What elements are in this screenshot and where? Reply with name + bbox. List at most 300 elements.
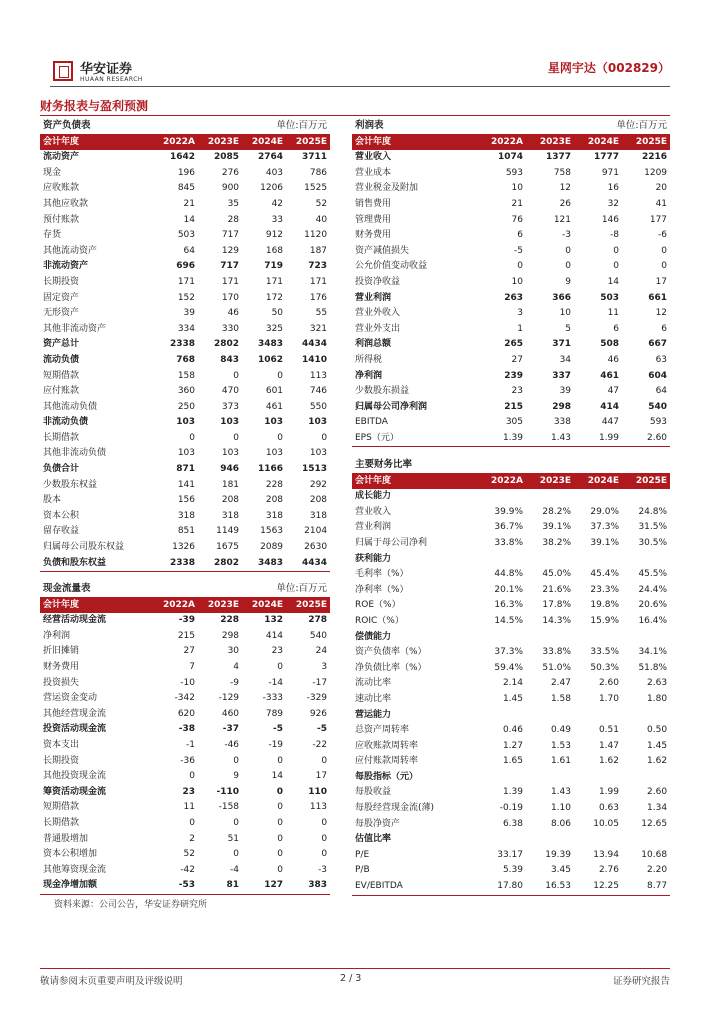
header-cell: 2023E xyxy=(198,597,242,613)
row-value: 1.62 xyxy=(598,756,619,767)
table-row xyxy=(352,197,670,213)
table-row xyxy=(352,630,670,646)
row-value xyxy=(574,489,622,505)
row-value: -22 xyxy=(312,739,328,750)
table-row xyxy=(40,244,330,260)
row-label: 管理费用 xyxy=(355,214,392,225)
row-value: 0 xyxy=(233,370,240,381)
row-value: 373 xyxy=(221,401,240,412)
row-value: -5 xyxy=(317,724,328,735)
row-value: -1 xyxy=(186,739,195,750)
table-row xyxy=(40,478,330,494)
row-label: 估值比率 xyxy=(355,834,392,845)
row-value: 414 xyxy=(600,401,620,412)
table-row xyxy=(352,306,670,322)
table-row xyxy=(40,228,330,244)
row-value: 103 xyxy=(220,417,240,428)
table-row xyxy=(40,816,330,832)
row-value: 6 xyxy=(517,230,523,241)
logo-text: 华安证券 xyxy=(80,62,133,77)
row-value: 1.58 xyxy=(550,693,571,704)
row-value: 20.1% xyxy=(494,584,523,595)
row-value: 2.63 xyxy=(647,678,668,689)
row-value: 758 xyxy=(553,167,572,178)
row-value: 503 xyxy=(177,230,195,241)
row-value xyxy=(574,552,622,568)
row-label: 资产总计 xyxy=(43,339,80,350)
row-value: 3.45 xyxy=(550,865,571,876)
row-value: 1513 xyxy=(301,464,328,475)
row-value xyxy=(574,832,622,848)
table-row xyxy=(352,489,670,505)
row-value: -110 xyxy=(216,786,240,797)
row-value: 6 xyxy=(661,323,668,334)
row-value: 0 xyxy=(277,817,284,828)
row-value: 23 xyxy=(511,386,523,397)
row-label: 其他非流动资产 xyxy=(43,323,107,334)
row-value: 845 xyxy=(177,183,195,194)
row-value: 593 xyxy=(649,417,668,428)
row-value: 39.1% xyxy=(542,522,571,533)
row-label: 资产负债率（%） xyxy=(355,647,427,658)
row-value: 171 xyxy=(265,276,284,287)
row-value: 305 xyxy=(505,417,523,428)
row-value: 337 xyxy=(552,370,572,381)
row-label: 每股经营现金流(薄) xyxy=(355,803,435,814)
row-value: -10 xyxy=(180,677,195,688)
row-label: 其他流动资产 xyxy=(43,245,98,256)
table-row xyxy=(40,213,330,229)
row-label: 每股净资产 xyxy=(355,818,401,829)
row-value: 912 xyxy=(265,230,284,241)
row-value: 298 xyxy=(221,630,240,641)
row-value: 0 xyxy=(276,786,284,797)
row-label: 少数股东损益 xyxy=(355,386,410,397)
row-value: 50.3% xyxy=(590,662,619,673)
row-label: 资本公积增加 xyxy=(43,849,98,860)
row-value: 0 xyxy=(277,864,284,875)
table-row xyxy=(40,493,330,509)
row-value: 196 xyxy=(177,167,195,178)
row-label: 速动比率 xyxy=(355,693,392,704)
row-value: 34 xyxy=(559,354,572,365)
row-label: 净利润 xyxy=(355,370,383,381)
row-value: 366 xyxy=(552,292,572,303)
cashflow-table xyxy=(40,581,330,895)
table-row xyxy=(352,583,670,599)
row-value: 121 xyxy=(553,214,572,225)
row-value: 10 xyxy=(559,308,572,319)
row-value: 843 xyxy=(220,354,240,365)
table-row xyxy=(352,552,670,568)
row-value: 24.4% xyxy=(638,584,668,595)
row-value: -333 xyxy=(262,693,284,704)
row-value: 2764 xyxy=(257,152,284,163)
table-row xyxy=(40,800,330,816)
table-row xyxy=(352,384,670,400)
header-cell: 会计年度 xyxy=(352,134,478,150)
row-value: 0.49 xyxy=(550,725,571,736)
row-value: 9 xyxy=(565,276,572,287)
row-value: 27 xyxy=(511,354,523,365)
row-value: 0 xyxy=(277,755,284,766)
row-value xyxy=(622,630,670,646)
header-cell: 2022A xyxy=(154,597,198,613)
row-value: 37.3% xyxy=(494,647,523,658)
row-value: 12 xyxy=(655,308,668,319)
row-value: 40 xyxy=(315,214,328,225)
row-value xyxy=(574,630,622,646)
row-label: 营业税金及附加 xyxy=(355,183,419,194)
table-row xyxy=(40,847,330,863)
table-row xyxy=(352,848,670,864)
row-value: 103 xyxy=(265,448,284,459)
row-label: 负债和股东权益 xyxy=(40,556,154,572)
row-value: 6 xyxy=(613,323,620,334)
row-value: 14 xyxy=(271,771,284,782)
table-row xyxy=(40,644,330,660)
row-value: 746 xyxy=(309,386,328,397)
table-row xyxy=(40,150,330,166)
table-header-row xyxy=(40,597,330,613)
row-value: 23.3% xyxy=(590,584,619,595)
row-value: 1326 xyxy=(172,542,195,553)
row-value: 64 xyxy=(183,245,195,256)
row-value: 508 xyxy=(600,339,620,350)
row-value: 1563 xyxy=(260,526,284,537)
row-value: 414 xyxy=(265,630,284,641)
row-value: 103 xyxy=(221,448,240,459)
row-value: 851 xyxy=(177,526,195,537)
table-row xyxy=(40,754,330,770)
table-row xyxy=(352,692,670,708)
row-label: 财务费用 xyxy=(43,661,80,672)
row-value: 33.8% xyxy=(494,537,523,548)
row-value: -46 xyxy=(224,739,240,750)
row-value: 208 xyxy=(309,495,328,506)
row-value: 1.70 xyxy=(598,693,619,704)
row-value: 10 xyxy=(511,276,523,287)
row-value: 4434 xyxy=(286,556,330,572)
row-value: 2630 xyxy=(304,542,328,553)
table-row xyxy=(352,567,670,583)
row-value: 1120 xyxy=(304,230,328,241)
row-value xyxy=(478,489,526,505)
row-label: 其他筹资现金流 xyxy=(43,864,107,875)
table-row xyxy=(40,785,330,801)
row-value: 360 xyxy=(177,386,195,397)
row-value: 14.5% xyxy=(494,615,523,626)
table-title: 利润表 xyxy=(352,118,574,134)
row-label: 归属母公司净利润 xyxy=(355,401,428,412)
row-value: 0 xyxy=(321,755,328,766)
row-value: 1.43 xyxy=(550,787,571,798)
row-value xyxy=(478,832,526,848)
table-row xyxy=(352,228,670,244)
row-value: 461 xyxy=(265,401,284,412)
row-label: P/E xyxy=(355,849,370,860)
row-value: 3 xyxy=(321,661,328,672)
row-label: 公允价值变动收益 xyxy=(355,261,428,272)
row-value: 8.06 xyxy=(550,818,571,829)
table-row xyxy=(40,197,330,213)
row-value: 21.6% xyxy=(542,584,571,595)
row-value: 717 xyxy=(220,261,240,272)
row-value: 215 xyxy=(177,630,195,641)
row-value: 0 xyxy=(321,833,328,844)
table-header-row xyxy=(352,134,670,150)
row-value: -329 xyxy=(306,693,328,704)
table-row xyxy=(40,259,330,275)
table-title-row xyxy=(352,457,670,473)
row-value: 17.80 xyxy=(478,879,526,895)
row-value: 789 xyxy=(265,708,284,719)
row-label: 长期投资 xyxy=(43,276,80,287)
row-value: -36 xyxy=(180,755,195,766)
row-value xyxy=(622,489,670,505)
row-value: 318 xyxy=(221,510,240,521)
row-label: 销售费用 xyxy=(355,198,392,209)
row-label: 应收账款周转率 xyxy=(355,740,419,751)
row-value: -129 xyxy=(218,693,240,704)
row-value: 4 xyxy=(233,661,240,672)
row-label: 经营活动现金流 xyxy=(43,615,107,626)
table-row xyxy=(40,613,330,629)
row-value: 2 xyxy=(189,833,195,844)
row-value: 1.53 xyxy=(550,740,571,751)
row-label: 营业利润 xyxy=(355,292,392,303)
header-cell: 2025E xyxy=(622,473,670,489)
row-value: 0 xyxy=(565,245,572,256)
row-label: 营业外支出 xyxy=(355,323,401,334)
table-row xyxy=(40,691,330,707)
table-row xyxy=(40,181,330,197)
row-label: 偿债能力 xyxy=(355,631,392,642)
row-value: 0 xyxy=(277,833,284,844)
row-value: -3 xyxy=(318,864,328,875)
row-value: 0 xyxy=(233,432,240,443)
row-label: 存货 xyxy=(43,230,62,241)
row-value: 540 xyxy=(648,401,668,412)
row-value: 1642 xyxy=(169,152,195,163)
row-value: 21 xyxy=(183,198,195,209)
row-value: 8.77 xyxy=(622,879,670,895)
row-value: 0 xyxy=(277,370,284,381)
row-value: 0 xyxy=(321,432,328,443)
row-value: 16.3% xyxy=(494,600,523,611)
row-value: 33.5% xyxy=(590,647,619,658)
row-value: 16.53 xyxy=(526,879,574,895)
row-value: 318 xyxy=(265,510,284,521)
row-value: 45.4% xyxy=(590,569,619,580)
table-row xyxy=(352,353,670,369)
row-value: 1062 xyxy=(257,354,284,365)
row-value: 0 xyxy=(277,802,284,813)
row-label: 归属母公司股东权益 xyxy=(43,542,125,553)
table-row xyxy=(352,676,670,692)
row-value: 20.6% xyxy=(638,600,668,611)
row-value: 1166 xyxy=(257,464,284,475)
row-value: 3711 xyxy=(301,152,328,163)
row-value: 330 xyxy=(221,323,240,334)
row-value: 46 xyxy=(227,308,240,319)
row-label: 应付账款周转率 xyxy=(355,756,419,767)
row-value: 113 xyxy=(309,370,328,381)
row-value: 1377 xyxy=(545,152,572,163)
row-value: -8 xyxy=(610,230,620,241)
income-statement-table xyxy=(352,118,670,447)
row-value: 593 xyxy=(505,167,523,178)
row-value: 28 xyxy=(227,214,240,225)
row-value xyxy=(478,708,526,724)
row-label: 营业利润 xyxy=(355,522,392,533)
row-label: 应收账款 xyxy=(43,183,80,194)
row-value: 0 xyxy=(233,817,240,828)
row-value: 1 xyxy=(517,323,523,334)
row-value: -5 xyxy=(273,724,284,735)
row-value: 17 xyxy=(315,771,328,782)
row-label: 毛利率（%） xyxy=(355,569,409,580)
row-value: 723 xyxy=(308,261,328,272)
row-value: 34.1% xyxy=(638,647,668,658)
row-value: -17 xyxy=(312,677,328,688)
row-value: 24.8% xyxy=(638,506,668,517)
row-value: 0 xyxy=(277,661,284,672)
row-value: 3483 xyxy=(257,339,284,350)
row-value: 52 xyxy=(315,198,328,209)
row-label: 每股收益 xyxy=(355,787,392,798)
table-title-row xyxy=(40,581,330,597)
row-label: 投资活动现金流 xyxy=(43,724,107,735)
row-value: 383 xyxy=(286,878,330,894)
row-value: 1.99 xyxy=(574,431,622,447)
row-value: 170 xyxy=(221,292,240,303)
row-value: 10 xyxy=(511,183,523,194)
row-value: -39 xyxy=(178,615,195,626)
row-label: 折旧摊销 xyxy=(43,646,80,657)
row-value: 1206 xyxy=(260,183,284,194)
header-cell: 会计年度 xyxy=(40,597,154,613)
row-value: 39.1% xyxy=(590,537,619,548)
row-label: 成长能力 xyxy=(355,491,392,502)
row-value: -53 xyxy=(154,878,198,894)
row-value: 110 xyxy=(308,786,328,797)
header-cell: 2025E xyxy=(622,134,670,150)
table-row xyxy=(40,722,330,738)
header-cell: 2022A xyxy=(154,134,198,150)
row-value: 33.17 xyxy=(497,849,523,860)
row-value: 181 xyxy=(221,479,240,490)
row-value: 52 xyxy=(183,849,195,860)
row-value: 171 xyxy=(309,276,328,287)
row-label: 无形资产 xyxy=(43,308,80,319)
row-value: 292 xyxy=(309,479,328,490)
row-value: 20 xyxy=(655,183,668,194)
header-cell: 2022A xyxy=(478,473,526,489)
financial-ratios-table xyxy=(352,457,670,896)
header-cell: 2023E xyxy=(198,134,242,150)
row-value: 0 xyxy=(661,261,668,272)
row-label: 获利能力 xyxy=(355,553,392,564)
row-value: 168 xyxy=(265,245,284,256)
row-value: 50 xyxy=(271,308,284,319)
row-value: 403 xyxy=(265,167,284,178)
header-cell: 2024E xyxy=(574,134,622,150)
row-value: 14 xyxy=(183,214,195,225)
row-label: 短期借款 xyxy=(43,802,80,813)
row-value: 171 xyxy=(177,276,195,287)
row-value: 276 xyxy=(221,167,240,178)
table-row xyxy=(352,536,670,552)
table-row xyxy=(352,832,670,848)
row-value: 46 xyxy=(607,354,620,365)
row-value xyxy=(526,832,574,848)
row-value: 81 xyxy=(198,878,242,894)
table-title: 主要财务比率 xyxy=(352,457,670,473)
row-value: 946 xyxy=(220,464,240,475)
table-row xyxy=(352,322,670,338)
row-value: 55 xyxy=(315,308,328,319)
row-value: 1.65 xyxy=(502,756,523,767)
logo-icon xyxy=(53,61,73,81)
row-value: 2.76 xyxy=(598,865,619,876)
row-value xyxy=(478,630,526,646)
header-divider xyxy=(50,86,670,87)
row-value: 250 xyxy=(177,401,195,412)
row-value: 15.9% xyxy=(590,615,619,626)
row-value: 16 xyxy=(607,183,620,194)
table-header-row xyxy=(352,473,670,489)
logo-subtext: HUAAN RESEARCH xyxy=(80,76,143,83)
row-value: 0.50 xyxy=(647,725,668,736)
row-value: 1410 xyxy=(301,354,328,365)
row-value: 19.39 xyxy=(545,849,571,860)
row-label: 非流动负债 xyxy=(43,417,89,428)
row-value xyxy=(622,832,670,848)
row-value: 24 xyxy=(315,646,328,657)
row-value: 2.14 xyxy=(502,678,523,689)
row-value: 10.68 xyxy=(641,849,668,860)
row-value: 2338 xyxy=(169,339,195,350)
row-value: 156 xyxy=(177,495,195,506)
row-value: 141 xyxy=(177,479,195,490)
row-value: 215 xyxy=(504,401,523,412)
row-value: 0 xyxy=(321,849,328,860)
row-value: 30.5% xyxy=(638,537,668,548)
row-value: 768 xyxy=(176,354,195,365)
row-label: 短期借款 xyxy=(43,370,80,381)
row-value: 926 xyxy=(309,708,328,719)
row-value: 6.38 xyxy=(502,818,523,829)
row-label: 流动负债 xyxy=(43,354,80,365)
row-value xyxy=(526,489,574,505)
row-value: -9 xyxy=(230,677,240,688)
row-value: 2.60 xyxy=(647,787,668,798)
row-value: 719 xyxy=(264,261,284,272)
row-value: 2104 xyxy=(304,526,328,537)
row-value: 63 xyxy=(655,354,668,365)
row-value: 0 xyxy=(613,245,620,256)
row-value: 28.2% xyxy=(542,506,571,517)
row-value: 30 xyxy=(227,646,240,657)
row-value: 11 xyxy=(607,308,620,319)
row-value: 1149 xyxy=(216,526,240,537)
row-label: EPS（元） xyxy=(352,431,478,447)
row-value: 1.45 xyxy=(502,693,523,704)
header-cell: 会计年度 xyxy=(352,473,478,489)
row-value: 2085 xyxy=(213,152,240,163)
row-value: 2338 xyxy=(154,556,198,572)
